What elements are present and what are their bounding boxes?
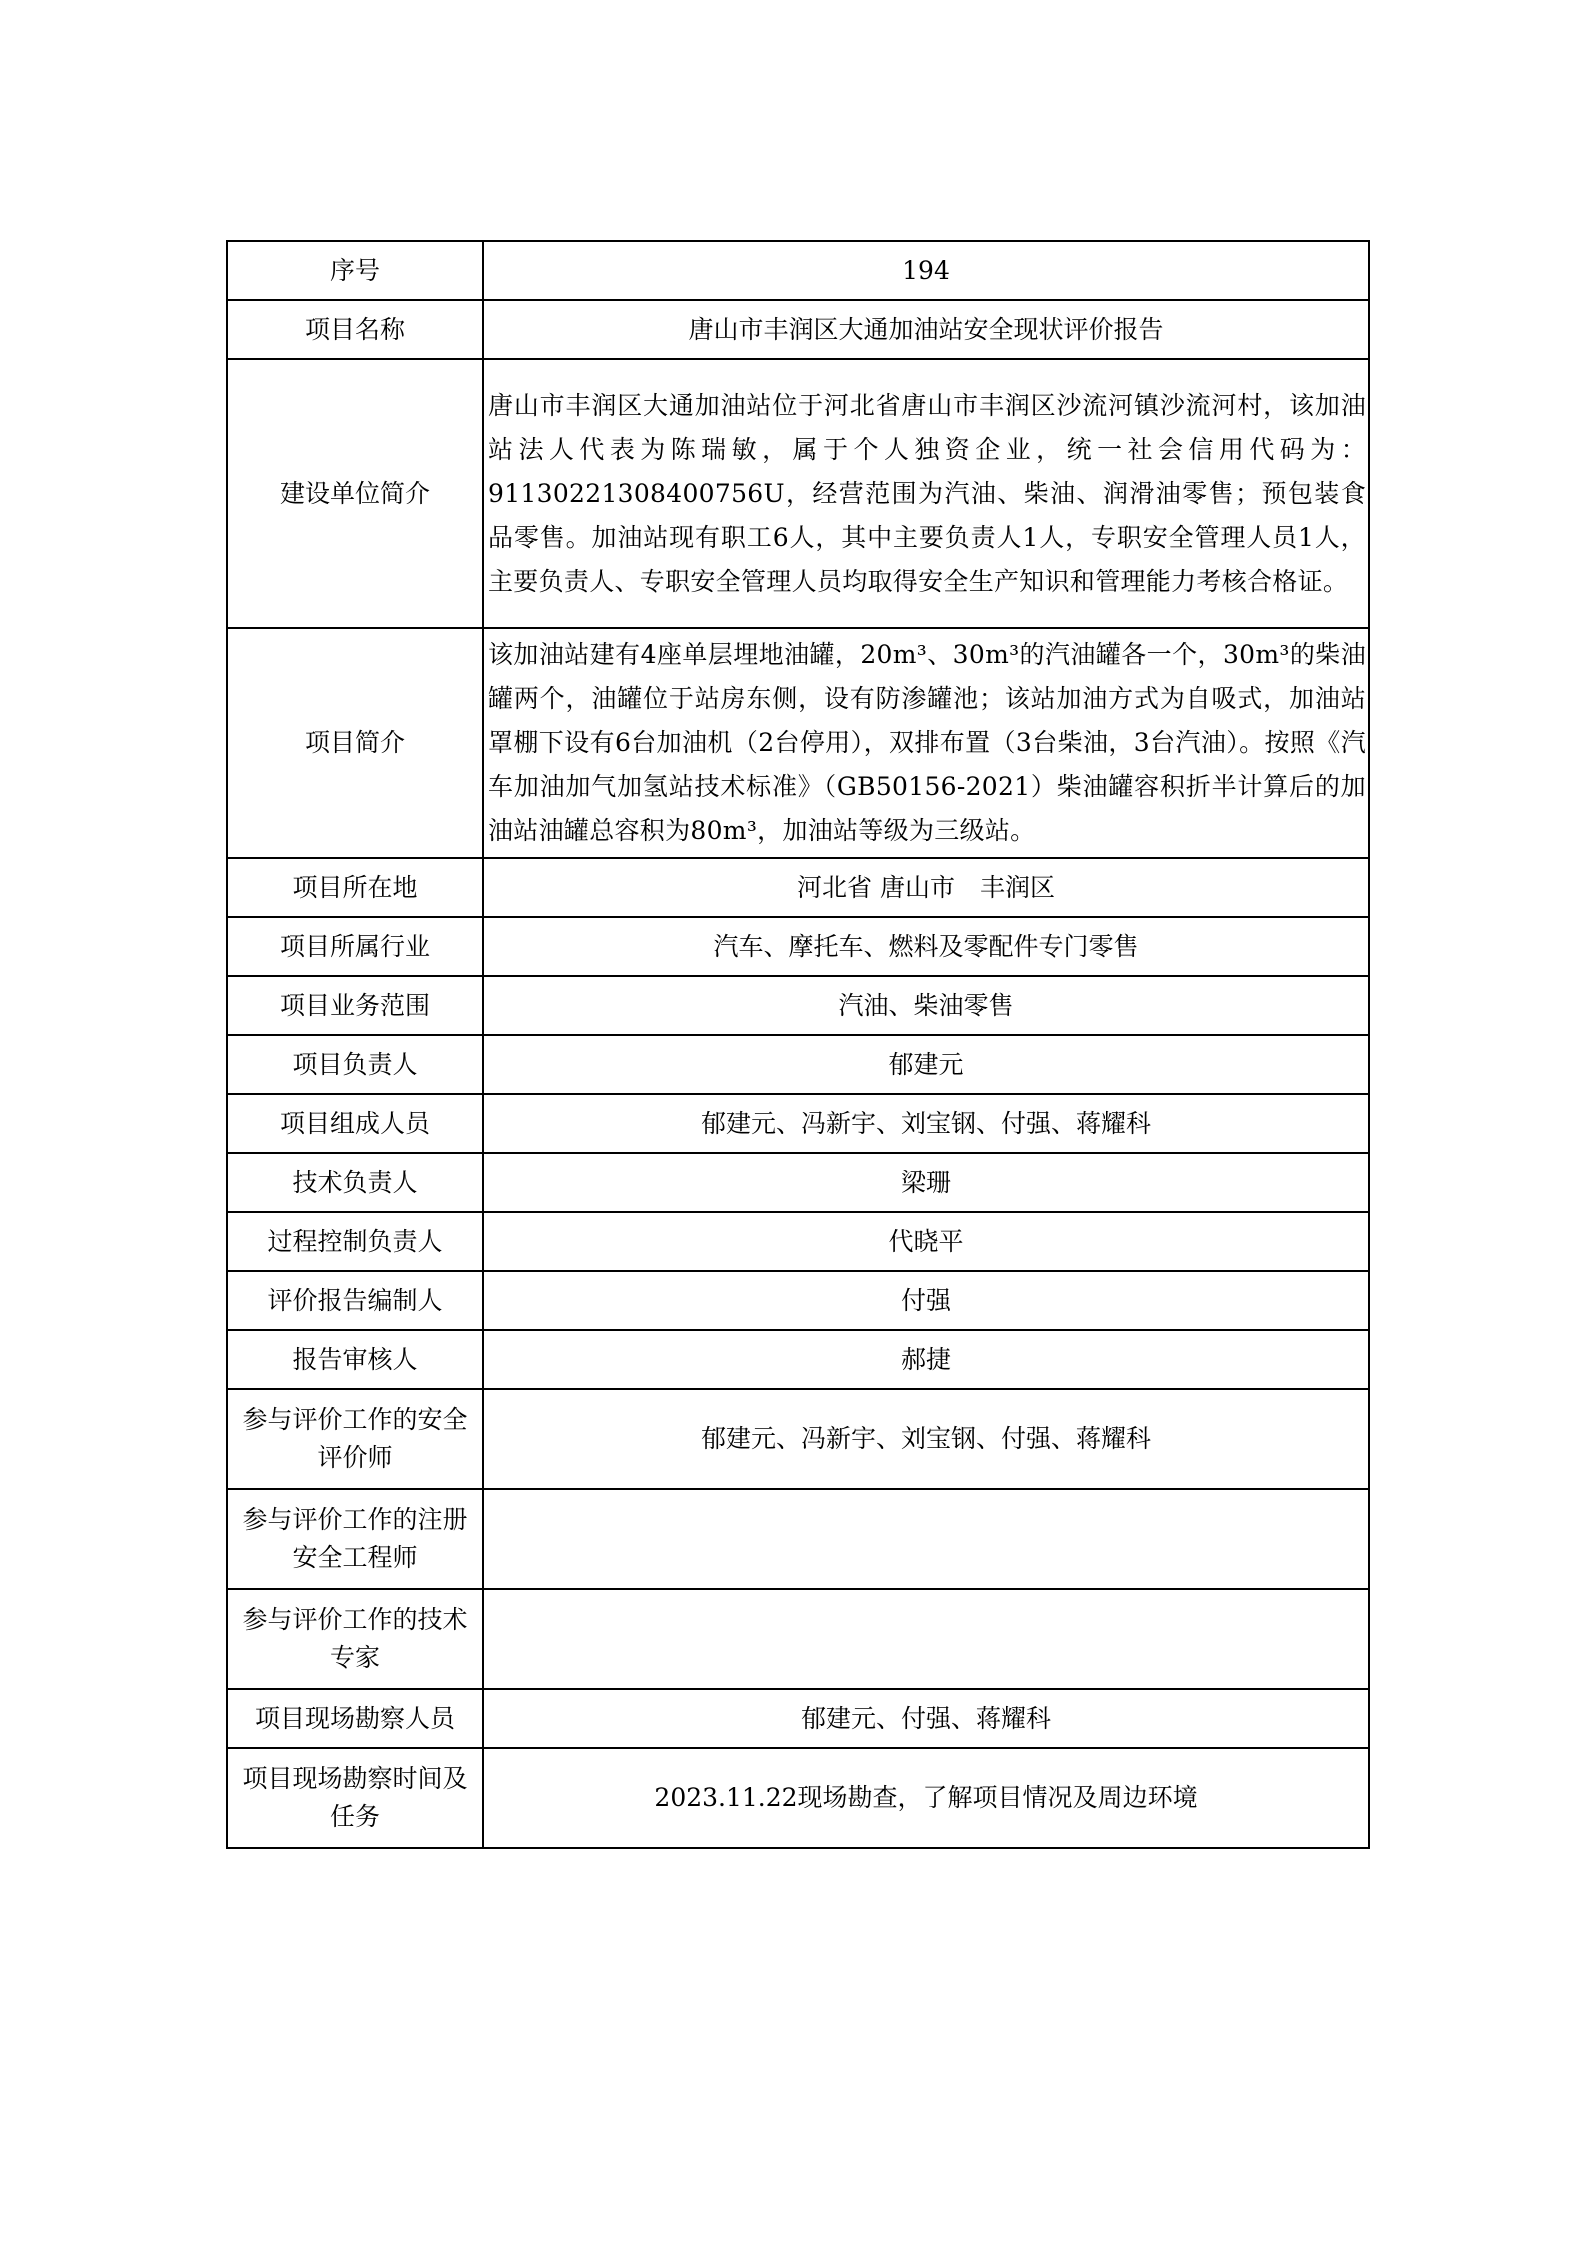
row-value xyxy=(483,1589,1369,1689)
row-value: 郁建元 xyxy=(483,1035,1369,1094)
row-value: 2023.11.22现场勘查，了解项目情况及周边环境 xyxy=(483,1748,1369,1848)
row-value xyxy=(483,1489,1369,1589)
table-row-business-scope xyxy=(227,976,1369,1035)
row-label: 过程控制负责人 xyxy=(227,1212,483,1271)
table-row-registered-engineers xyxy=(227,1489,1369,1589)
row-label: 项目负责人 xyxy=(227,1035,483,1094)
row-label: 项目所属行业 xyxy=(227,917,483,976)
table-row-project-leader xyxy=(227,1035,1369,1094)
row-value-paragraph: 唐山市丰润区大通加油站位于河北省唐山市丰润区沙流河镇沙流河村，该加油站法人代表为陈瑞敏，属于个人独资企业，统一社会信用代码为：91130221308400756U，经营范围为汽油、柴油、润滑油零售；预包装食品零售。加油站现有职工6人，其中主要负责人1人，专职安全管理人员1人，主要负责人、专职安全管理人员均取得安全生产知识和管理能力考核合格证。 xyxy=(483,359,1369,628)
row-value: 汽油、柴油零售 xyxy=(483,976,1369,1035)
row-label: 建设单位简介 xyxy=(227,359,483,628)
table-row-site-survey-time-task xyxy=(227,1748,1369,1848)
row-value: 唐山市丰润区大通加油站安全现状评价报告 xyxy=(483,300,1369,359)
row-label: 报告审核人 xyxy=(227,1330,483,1389)
row-value: 郝捷 xyxy=(483,1330,1369,1389)
table-row-serial-number xyxy=(227,241,1369,300)
table-row-technical-experts xyxy=(227,1589,1369,1689)
row-label: 参与评价工作的技术专家 xyxy=(227,1589,483,1689)
row-label: 参与评价工作的注册安全工程师 xyxy=(227,1489,483,1589)
table-row-technical-leader xyxy=(227,1153,1369,1212)
row-value: 代晓平 xyxy=(483,1212,1369,1271)
row-value: 梁珊 xyxy=(483,1153,1369,1212)
table-row-builder-intro xyxy=(227,359,1369,628)
row-label: 项目现场勘察时间及任务 xyxy=(227,1748,483,1848)
table-row-project-name xyxy=(227,300,1369,359)
row-label: 项目名称 xyxy=(227,300,483,359)
table-row-site-survey-staff xyxy=(227,1689,1369,1748)
row-value: 付强 xyxy=(483,1271,1369,1330)
row-label: 技术负责人 xyxy=(227,1153,483,1212)
row-label: 项目简介 xyxy=(227,628,483,858)
table-row-industry xyxy=(227,917,1369,976)
row-value: 汽车、摩托车、燃料及零配件专门零售 xyxy=(483,917,1369,976)
row-label: 项目业务范围 xyxy=(227,976,483,1035)
table-row-report-author xyxy=(227,1271,1369,1330)
row-value: 194 xyxy=(483,241,1369,300)
row-value: 郁建元、付强、蒋耀科 xyxy=(483,1689,1369,1748)
table-row-project-intro xyxy=(227,628,1369,858)
row-value: 郁建元、冯新宇、刘宝钢、付强、蒋耀科 xyxy=(483,1389,1369,1489)
row-value: 河北省 唐山市 丰润区 xyxy=(483,858,1369,917)
row-label: 序号 xyxy=(227,241,483,300)
table-row-report-reviewer xyxy=(227,1330,1369,1389)
row-label: 项目组成人员 xyxy=(227,1094,483,1153)
row-label: 参与评价工作的安全评价师 xyxy=(227,1389,483,1489)
table-row-team-members xyxy=(227,1094,1369,1153)
table-row-process-control-leader xyxy=(227,1212,1369,1271)
project-info-table xyxy=(226,240,1370,1849)
row-label: 评价报告编制人 xyxy=(227,1271,483,1330)
row-value-paragraph: 该加油站建有4座单层埋地油罐，20m³、30m³的汽油罐各一个，30m³的柴油罐两个，油罐位于站房东侧，设有防渗罐池；该站加油方式为自吸式，加油站罩棚下设有6台加油机（2台停用），双排布置（3台柴油，3台汽油）。按照《汽车加油加气加氢站技术标准》（GB50156-2021）柴油罐容积折半计算后的加油站油罐总容积为80m³，加油站等级为三级站。 xyxy=(483,628,1369,858)
row-label: 项目所在地 xyxy=(227,858,483,917)
row-label: 项目现场勘察人员 xyxy=(227,1689,483,1748)
table-row-location xyxy=(227,858,1369,917)
row-value: 郁建元、冯新宇、刘宝钢、付强、蒋耀科 xyxy=(483,1094,1369,1153)
table-row-safety-assessors xyxy=(227,1389,1369,1489)
